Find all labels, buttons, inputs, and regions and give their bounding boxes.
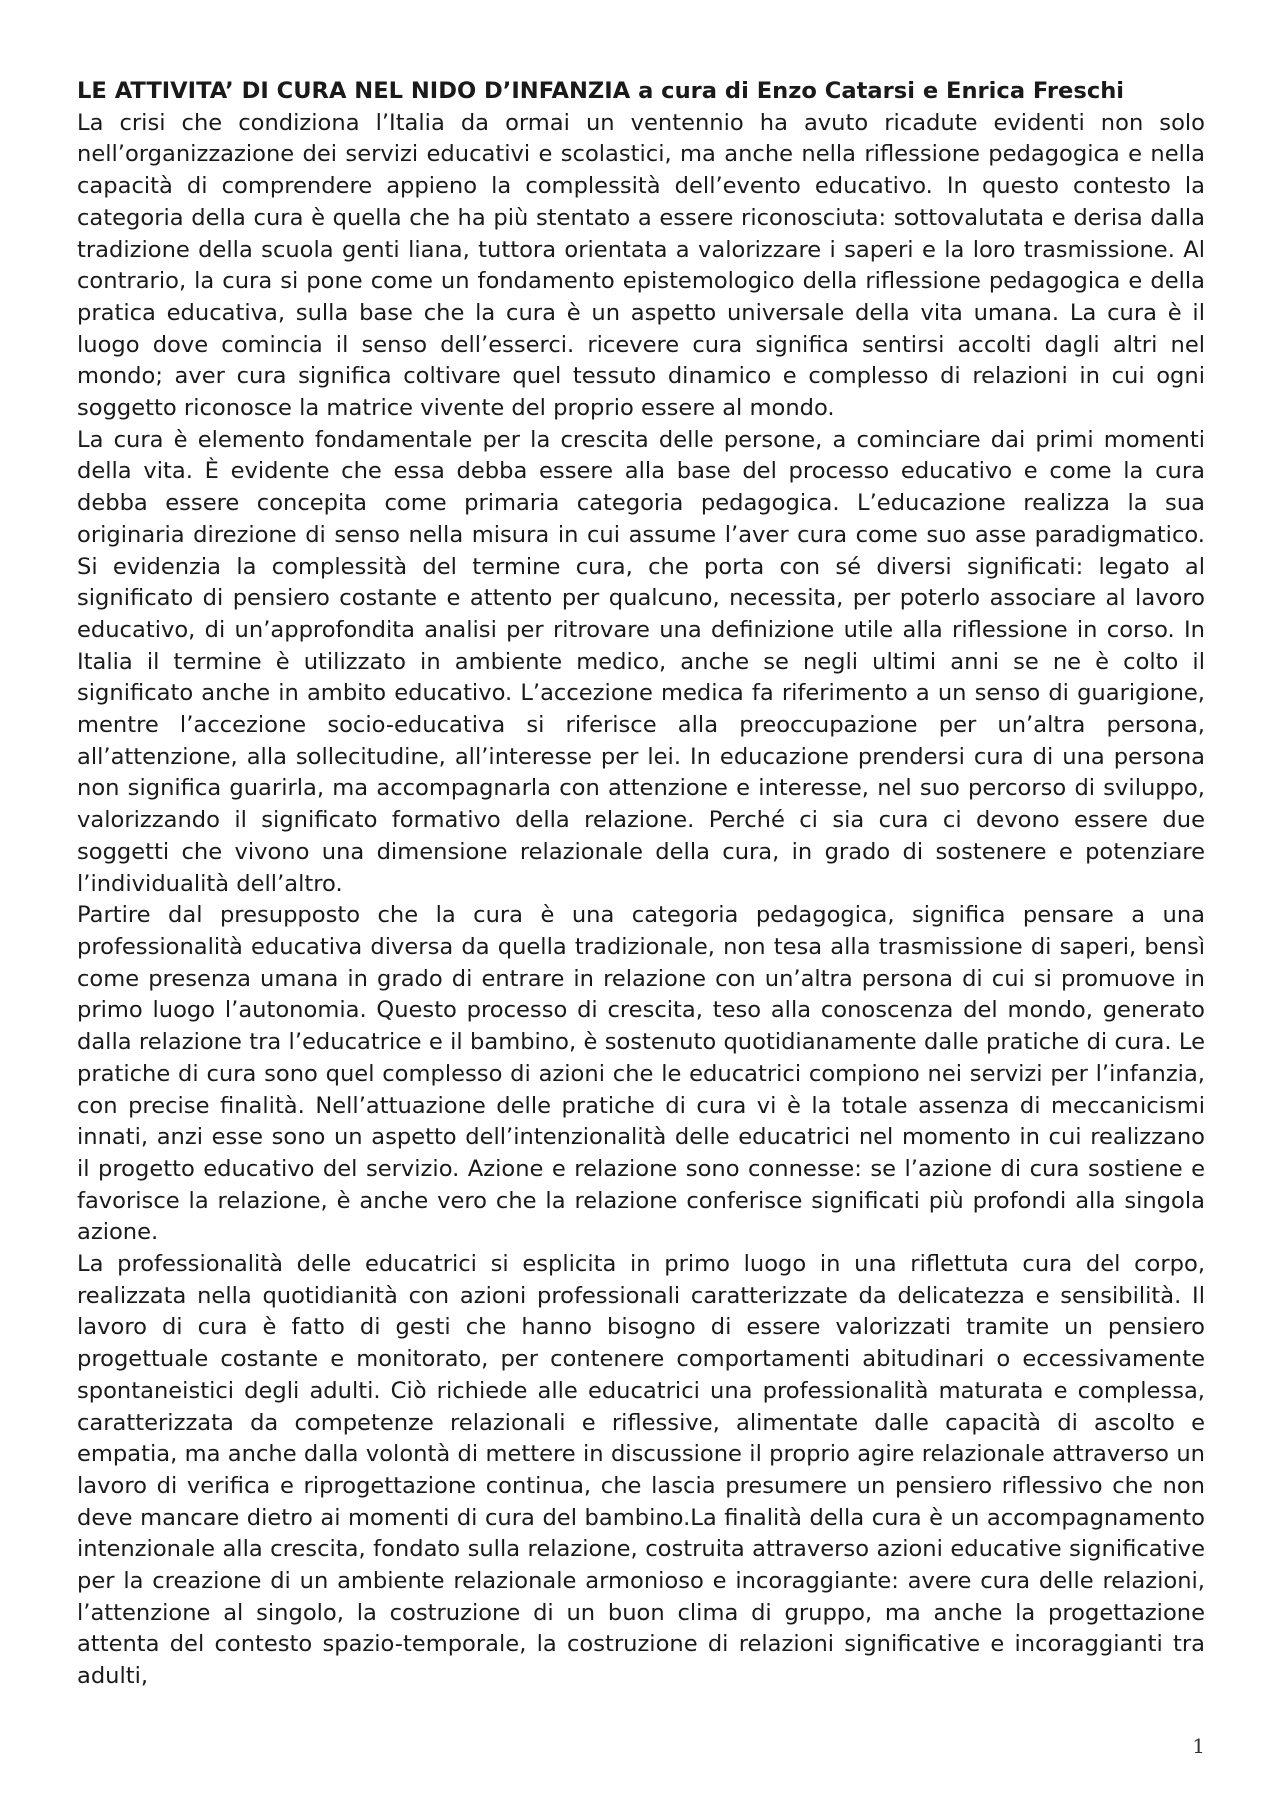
document-body: [77, 76, 1205, 1693]
paragraph-2: La cura è elemento fondamentale per la crescita delle persone, a cominciare dai primi momenti della vita. È evidente che essa debba essere alla base del processo educativo e come la cura debba essere concepita come primaria categoria pedagogica. L’educazione realizza la sua originaria direzione di senso nella misura in cui assume l’aver cura come suo asse paradigmatico. Si evidenzia la complessità del termine cura, che porta con sé diversi significati: legato al significato di pensiero costante e attento per qualcuno, necessita, per poterlo associare al lavoro educativo, di un’approfondita analisi per ritrovare una definizione utile alla riflessione in corso. In Italia il termine è utilizzato in ambiente medico, anche se negli ultimi anni se ne è colto il significato anche in ambito educativo. L’accezione medica fa riferimento a un senso di guarigione, mentre l’accezione socio-educativa si riferisce alla preoccupazione per un’altra persona, all’attenzione, alla sollecitudine, all’interesse per lei. In educazione prendersi cura di una persona non significa guarirla, ma accompagnarla con attenzione e interesse, nel suo percorso di sviluppo, valorizzando il significato formativo della relazione. Perché ci sia cura ci devono essere due soggetti che vivono una dimensione relazionale della cura, in grado di sostenere e potenziare l’individualità dell’altro.: [77, 426, 1205, 897]
document-title: [77, 76, 1205, 108]
document-title-text: LE ATTIVITA’ DI CURA NEL NIDO D’INFANZIA a cura di Enzo Catarsi e Enrica Freschi: [77, 78, 1125, 104]
paragraph-4: La professionalità delle educatrici si esplicita in primo luogo in una riflettuta cura del corpo, realizzata nella quotidianità con azioni professionali caratterizzate da delicatezza e sensibilità. Il lavoro di cura è fatto di gesti che hanno bisogno di essere valorizzati tramite un pensiero progettuale costante e monitorato, per contenere comportamenti abitudinari o eccessivamente spontaneistici degli adulti. Ciò richiede alle educatrici una professionalità maturata e complessa, caratterizzata da competenze relazionali e riflessive, alimentate dalle capacità di ascolto e empatia, ma anche dalla volontà di mettere in discussione il proprio agire relazionale attraverso un lavoro di verifica e riprogettazione continua, che lascia presumere un pensiero riflessivo che non deve mancare dietro ai momenti di cura del bambino.La finalità della cura è un accompagnamento intenzionale alla crescita, fondato sulla relazione, costruita attraverso azioni educative significative per la creazione di un ambiente relazionale armonioso e incoraggiante: avere cura delle relazioni, l’attenzione al singolo, la costruzione di un buon clima di gruppo, ma anche la progettazione attenta del contesto spazio-temporale, la costruzione di relazioni significative e incoraggianti tra adulti,: [77, 1251, 1205, 1690]
paragraph-1: La crisi che condiziona l’Italia da ormai un ventennio ha avuto ricadute evidenti non solo nell’organizzazione dei servizi educativi e scolastici, ma anche nella riflessione pedagogica e nella capacità di comprendere appieno la complessità dell’evento educativo. In questo contesto la categoria della cura è quella che ha più stentato a essere riconosciuta: sottovalutata e derisa dalla tradizione della scuola genti liana, tuttora orientata a valorizzare i saperi e la loro trasmissione. Al contrario, la cura si pone come un fondamento epistemologico della riflessione pedagogica e della pratica educativa, sulla base che la cura è un aspetto universale della vita umana. La cura è il luogo dove comincia il senso dell’esserci. ricevere cura significa sentirsi accolti dagli altri nel mondo; aver cura significa coltivare quel tessuto dinamico e complesso di relazioni in cui ogni soggetto riconosce la matrice vivente del proprio essere al mondo.: [77, 109, 1205, 422]
paragraph-3: Partire dal presupposto che la cura è una categoria pedagogica, significa pensare a una professionalità educativa diversa da quella tradizionale, non tesa alla trasmissione di saperi, bensì come presenza umana in grado di entrare in relazione con un’altra persona di cui si promuove in primo luogo l’autonomia. Questo processo di crescita, teso alla conoscenza del mondo, generato dalla relazione tra l’educatrice e il bambino, è sostenuto quotidianamente dalle pratiche di cura. Le pratiche di cura sono quel complesso di azioni che le educatrici compiono nei servizi per l’infanzia, con precise finalità. Nell’attuazione delle pratiche di cura vi è la totale assenza di meccanicismi innati, anzi esse sono un aspetto dell’intenzionalità delle educatrici nel momento in cui realizzano il progetto educativo del servizio. Azione e relazione sono connesse: se l’azione di cura sostiene e favorisce la relazione, è anche vero che la relazione conferisce significati più profondi alla singola azione.: [77, 902, 1205, 1246]
page-number: 1: [1192, 1734, 1205, 1758]
